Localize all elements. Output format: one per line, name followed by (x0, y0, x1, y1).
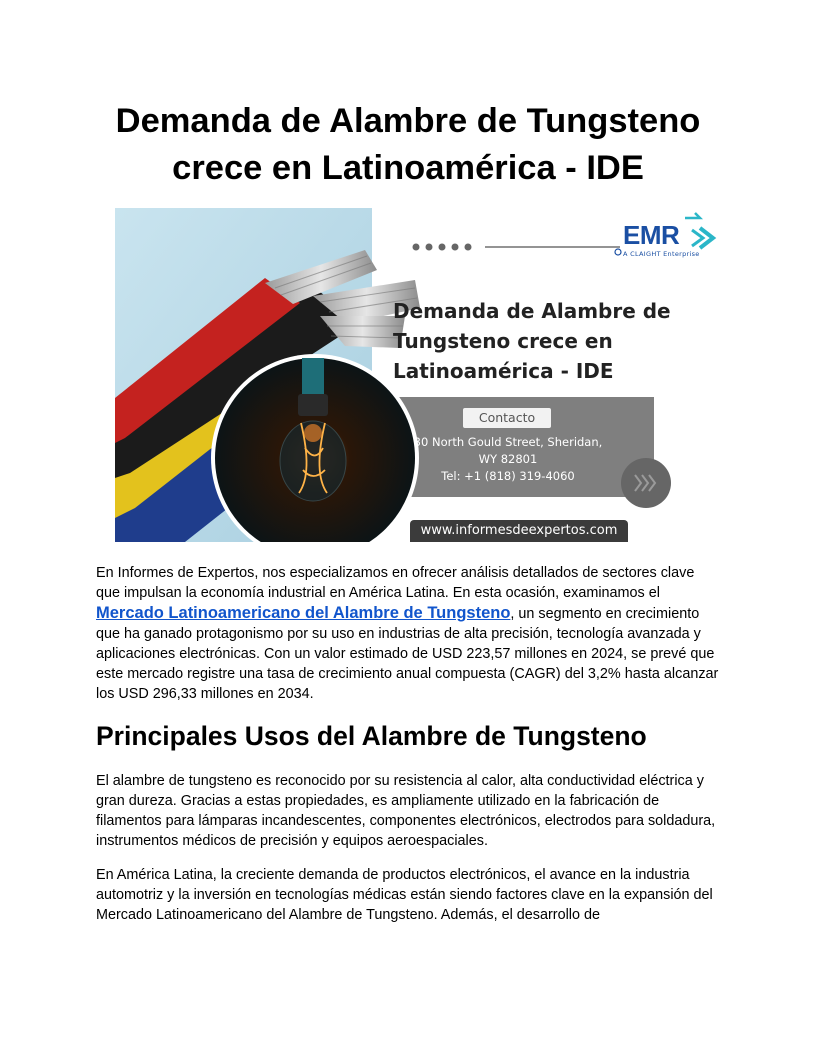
intro-text-after-link: , un segmento en crecimiento que ha ganado protagonismo por su uso en industrias de alta precisión, tecnología avanzada y aplicaciones electrónicas. Con un valor estimado de USD 223,57 millones en 2024, se prevé que este mercado registre una tasa de crecimiento anual compuesta (CAGR) del 3,2% hasta alcanzar los USD 296,33 millones en 2034. (96, 606, 719, 702)
banner-title-line-2: Tungsteno crece en (393, 329, 613, 353)
banner-image (115, 208, 725, 542)
phone-number: Tel: +1 (818) 319-4060 (441, 469, 575, 483)
forward-chevron-icon (621, 458, 671, 508)
latam-paragraph: En América Latina, la creciente demanda de productos electrónicos, el avance en la industria automotriz y la inversión en tecnologías médicas están siendo factores clave en la expansión del Mercado Latinoamericano del Alambre de Tungsteno. Además, el desarrollo de (96, 867, 713, 923)
address-line-1: 30 North Gould Street, Sheridan, (413, 435, 603, 449)
uses-paragraph: El alambre de tungsteno es reconocido por su resistencia al calor, alta conductividad eléctrica y gran dureza. Gracias a estas propiedades, es ampliamente utilizado en la fabricación de filamentos para lámparas incandescentes, componentes electrónicos, electrodos para soldadura, instrumentos médicos de precisión y equipos aeroespaciales. (96, 773, 716, 849)
banner-title-line-3: Latinoamérica - IDE (393, 359, 614, 383)
market-report-link[interactable]: Mercado Latinoamericano del Alambre de Tungsteno (96, 604, 511, 622)
page-title-line-2: crece en Latinoamérica - IDE (172, 149, 644, 187)
contact-button: Contacto (463, 408, 551, 428)
pagination-dots (413, 244, 621, 251)
website-label: www.informesdeexpertos.com (410, 520, 628, 542)
emr-logo-text: EMR (623, 220, 680, 250)
address-line-2: WY 82801 (478, 452, 538, 466)
banner-title (393, 296, 713, 386)
intro-text-before-link: En Informes de Expertos, nos especializamos en ofrecer análisis detallados de sectores clave que impulsan la economía industrial en América Latina. En esta ocasión, examinamos el (96, 565, 695, 601)
contact-address (413, 434, 603, 485)
emr-logo-tagline: A CLAIGHT Enterprise (623, 250, 700, 258)
banner-title-line-1: Demanda de Alambre de (393, 299, 671, 323)
section-heading: Principales Usos del Alambre de Tungsteno (96, 721, 647, 751)
page-title (60, 98, 756, 192)
intro-paragraph (96, 563, 722, 704)
page-title-line-1: Demanda de Alambre de Tungsteno (115, 102, 701, 140)
